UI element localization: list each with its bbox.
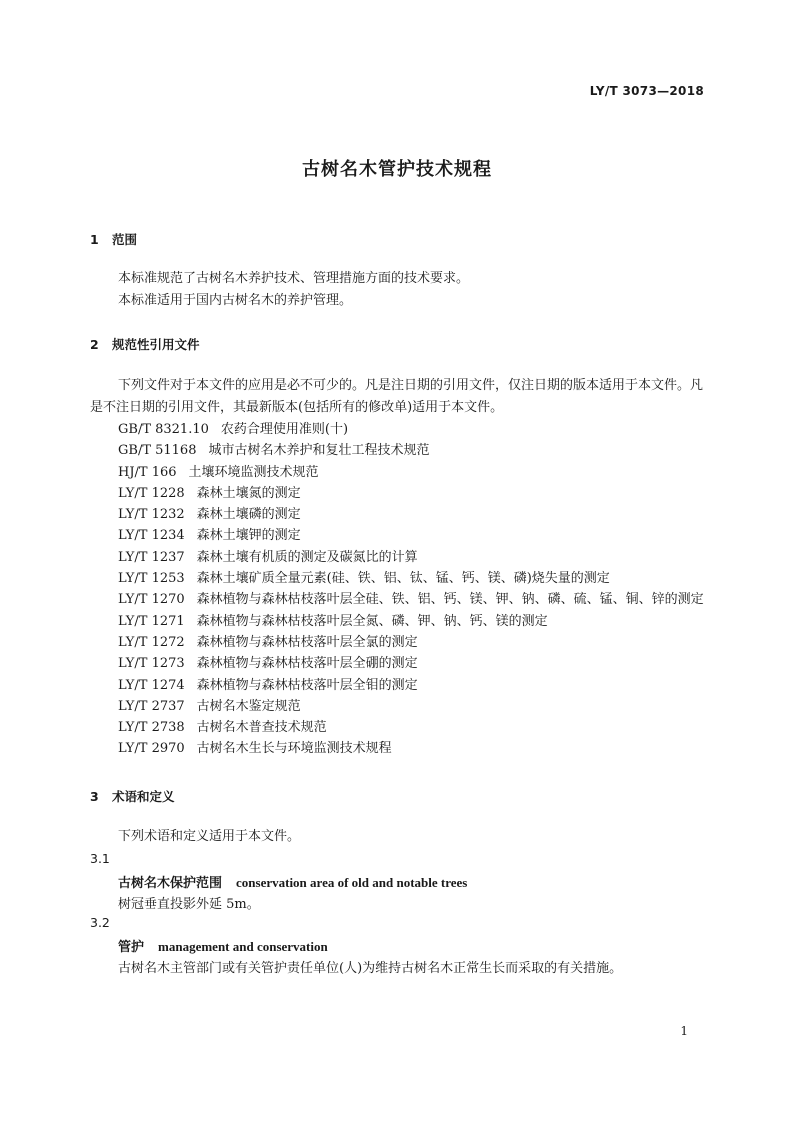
- reference-item: [118, 589, 704, 610]
- section-heading-scope: [90, 230, 137, 248]
- term-number: 3.1: [90, 851, 110, 866]
- reference-item: [118, 547, 704, 568]
- section-number: 3: [90, 789, 99, 804]
- document-title: 古树名木管护技术规程: [302, 159, 492, 180]
- reference-title: 森林植物与森林枯枝落叶层全硅、铁、铝、钙、镁、钾、钠、磷、硫、锰、铜、锌的测定: [196, 592, 704, 608]
- section-number: 1: [90, 232, 99, 247]
- term-definition: 古树名木主管部门或有关管护责任单位(人)为维持古树名木正常生长而采取的有关措施。: [118, 961, 623, 976]
- section-heading-terms: [90, 787, 175, 805]
- scope-paragraph-1: 本标准规范了古树名木养护技术、管理措施方面的技术要求。: [118, 271, 470, 286]
- reference-item: [118, 419, 704, 440]
- reference-item: [118, 696, 704, 717]
- section-title: 术语和定义: [112, 789, 175, 804]
- reference-title: 森林植物与森林枯枝落叶层全钼的测定: [196, 677, 418, 693]
- reference-title: 古树名木普查技术规范: [196, 720, 327, 736]
- reference-code: LY/T 2970: [118, 741, 185, 757]
- reference-item: [118, 568, 704, 589]
- section-heading-references: [90, 335, 200, 353]
- reference-code: HJ/T 166: [118, 464, 177, 480]
- reference-title: 土壤环境监测技术规范: [188, 464, 319, 480]
- reference-title: 古树名木生长与环境监测技术规程: [196, 741, 392, 757]
- reference-code: LY/T 2738: [118, 720, 185, 736]
- reference-title: 森林土壤磷的测定: [196, 507, 301, 523]
- reference-item: [118, 525, 704, 546]
- reference-title: 农药合理使用准则(十): [220, 422, 349, 437]
- reference-code: LY/T 1232: [118, 507, 185, 523]
- term-english: management and conservation: [158, 939, 328, 954]
- term-english: conservation area of old and notable trees: [236, 875, 468, 890]
- reference-code: GB/T 8321.10: [118, 422, 209, 437]
- reference-item: [118, 653, 704, 674]
- reference-item: [118, 462, 704, 483]
- reference-code: LY/T 1270: [118, 592, 185, 608]
- reference-title: 森林植物与森林枯枝落叶层全氯的测定: [196, 634, 418, 650]
- section-title: 范围: [112, 232, 138, 247]
- reference-code: LY/T 1228: [118, 485, 185, 501]
- reference-code: LY/T 1253: [118, 571, 185, 587]
- reference-title: 古树名木鉴定规范: [196, 698, 301, 714]
- term-chinese: 管护: [118, 940, 145, 955]
- reference-code: LY/T 1237: [118, 549, 185, 565]
- term-definition: 树冠垂直投影外延 5m。: [118, 897, 260, 912]
- reference-code: LY/T 1271: [118, 613, 185, 629]
- reference-title: 森林土壤氮的测定: [196, 485, 301, 501]
- reference-list: [118, 419, 704, 760]
- term-heading: [118, 936, 328, 955]
- reference-title: 森林土壤有机质的测定及碳氮比的计算: [196, 549, 418, 565]
- section-number: 2: [90, 337, 99, 352]
- reference-code: LY/T 1234: [118, 528, 185, 544]
- section-title: 规范性引用文件: [112, 337, 200, 352]
- reference-item: [118, 632, 704, 653]
- term-number: 3.2: [90, 915, 110, 930]
- terms-intro: 下列术语和定义适用于本文件。: [118, 829, 301, 844]
- references-intro: 下列文件对于本文件的应用是必不可少的。凡是注日期的引用文件，仅注日期的版本适用于本文件。凡是不注日期的引用文件，其最新版本(包括所有的修改单)适用于本文件。: [90, 378, 704, 415]
- standard-code: LY/T 3073—2018: [589, 84, 704, 98]
- reference-code: LY/T 1273: [118, 656, 185, 672]
- reference-item: [118, 504, 704, 525]
- scope-paragraph-2: 本标准适用于国内古树名木的养护管理。: [118, 293, 353, 308]
- reference-item: [118, 738, 704, 759]
- page-number: 1: [680, 1024, 688, 1038]
- reference-title: 森林土壤钾的测定: [196, 528, 301, 544]
- term-chinese: 古树名木保护范围: [118, 876, 223, 891]
- reference-code: LY/T 1272: [118, 634, 185, 650]
- reference-code: LY/T 1274: [118, 677, 185, 693]
- reference-item: [118, 675, 704, 696]
- term-heading: [118, 872, 467, 891]
- reference-item: [118, 611, 704, 632]
- reference-item: [118, 440, 704, 461]
- reference-code: GB/T 51168: [118, 443, 197, 459]
- reference-title: 城市古树名木养护和复壮工程技术规范: [208, 443, 430, 459]
- reference-code: LY/T 2737: [118, 698, 185, 714]
- reference-title: 森林土壤矿质全量元素(硅、铁、铝、钛、锰、钙、镁、磷)烧失量的测定: [196, 571, 610, 587]
- reference-item: [118, 483, 704, 504]
- reference-item: [118, 717, 704, 738]
- reference-title: 森林植物与森林枯枝落叶层全硼的测定: [196, 656, 418, 672]
- reference-title: 森林植物与森林枯枝落叶层全氮、磷、钾、钠、钙、镁的测定: [196, 613, 548, 629]
